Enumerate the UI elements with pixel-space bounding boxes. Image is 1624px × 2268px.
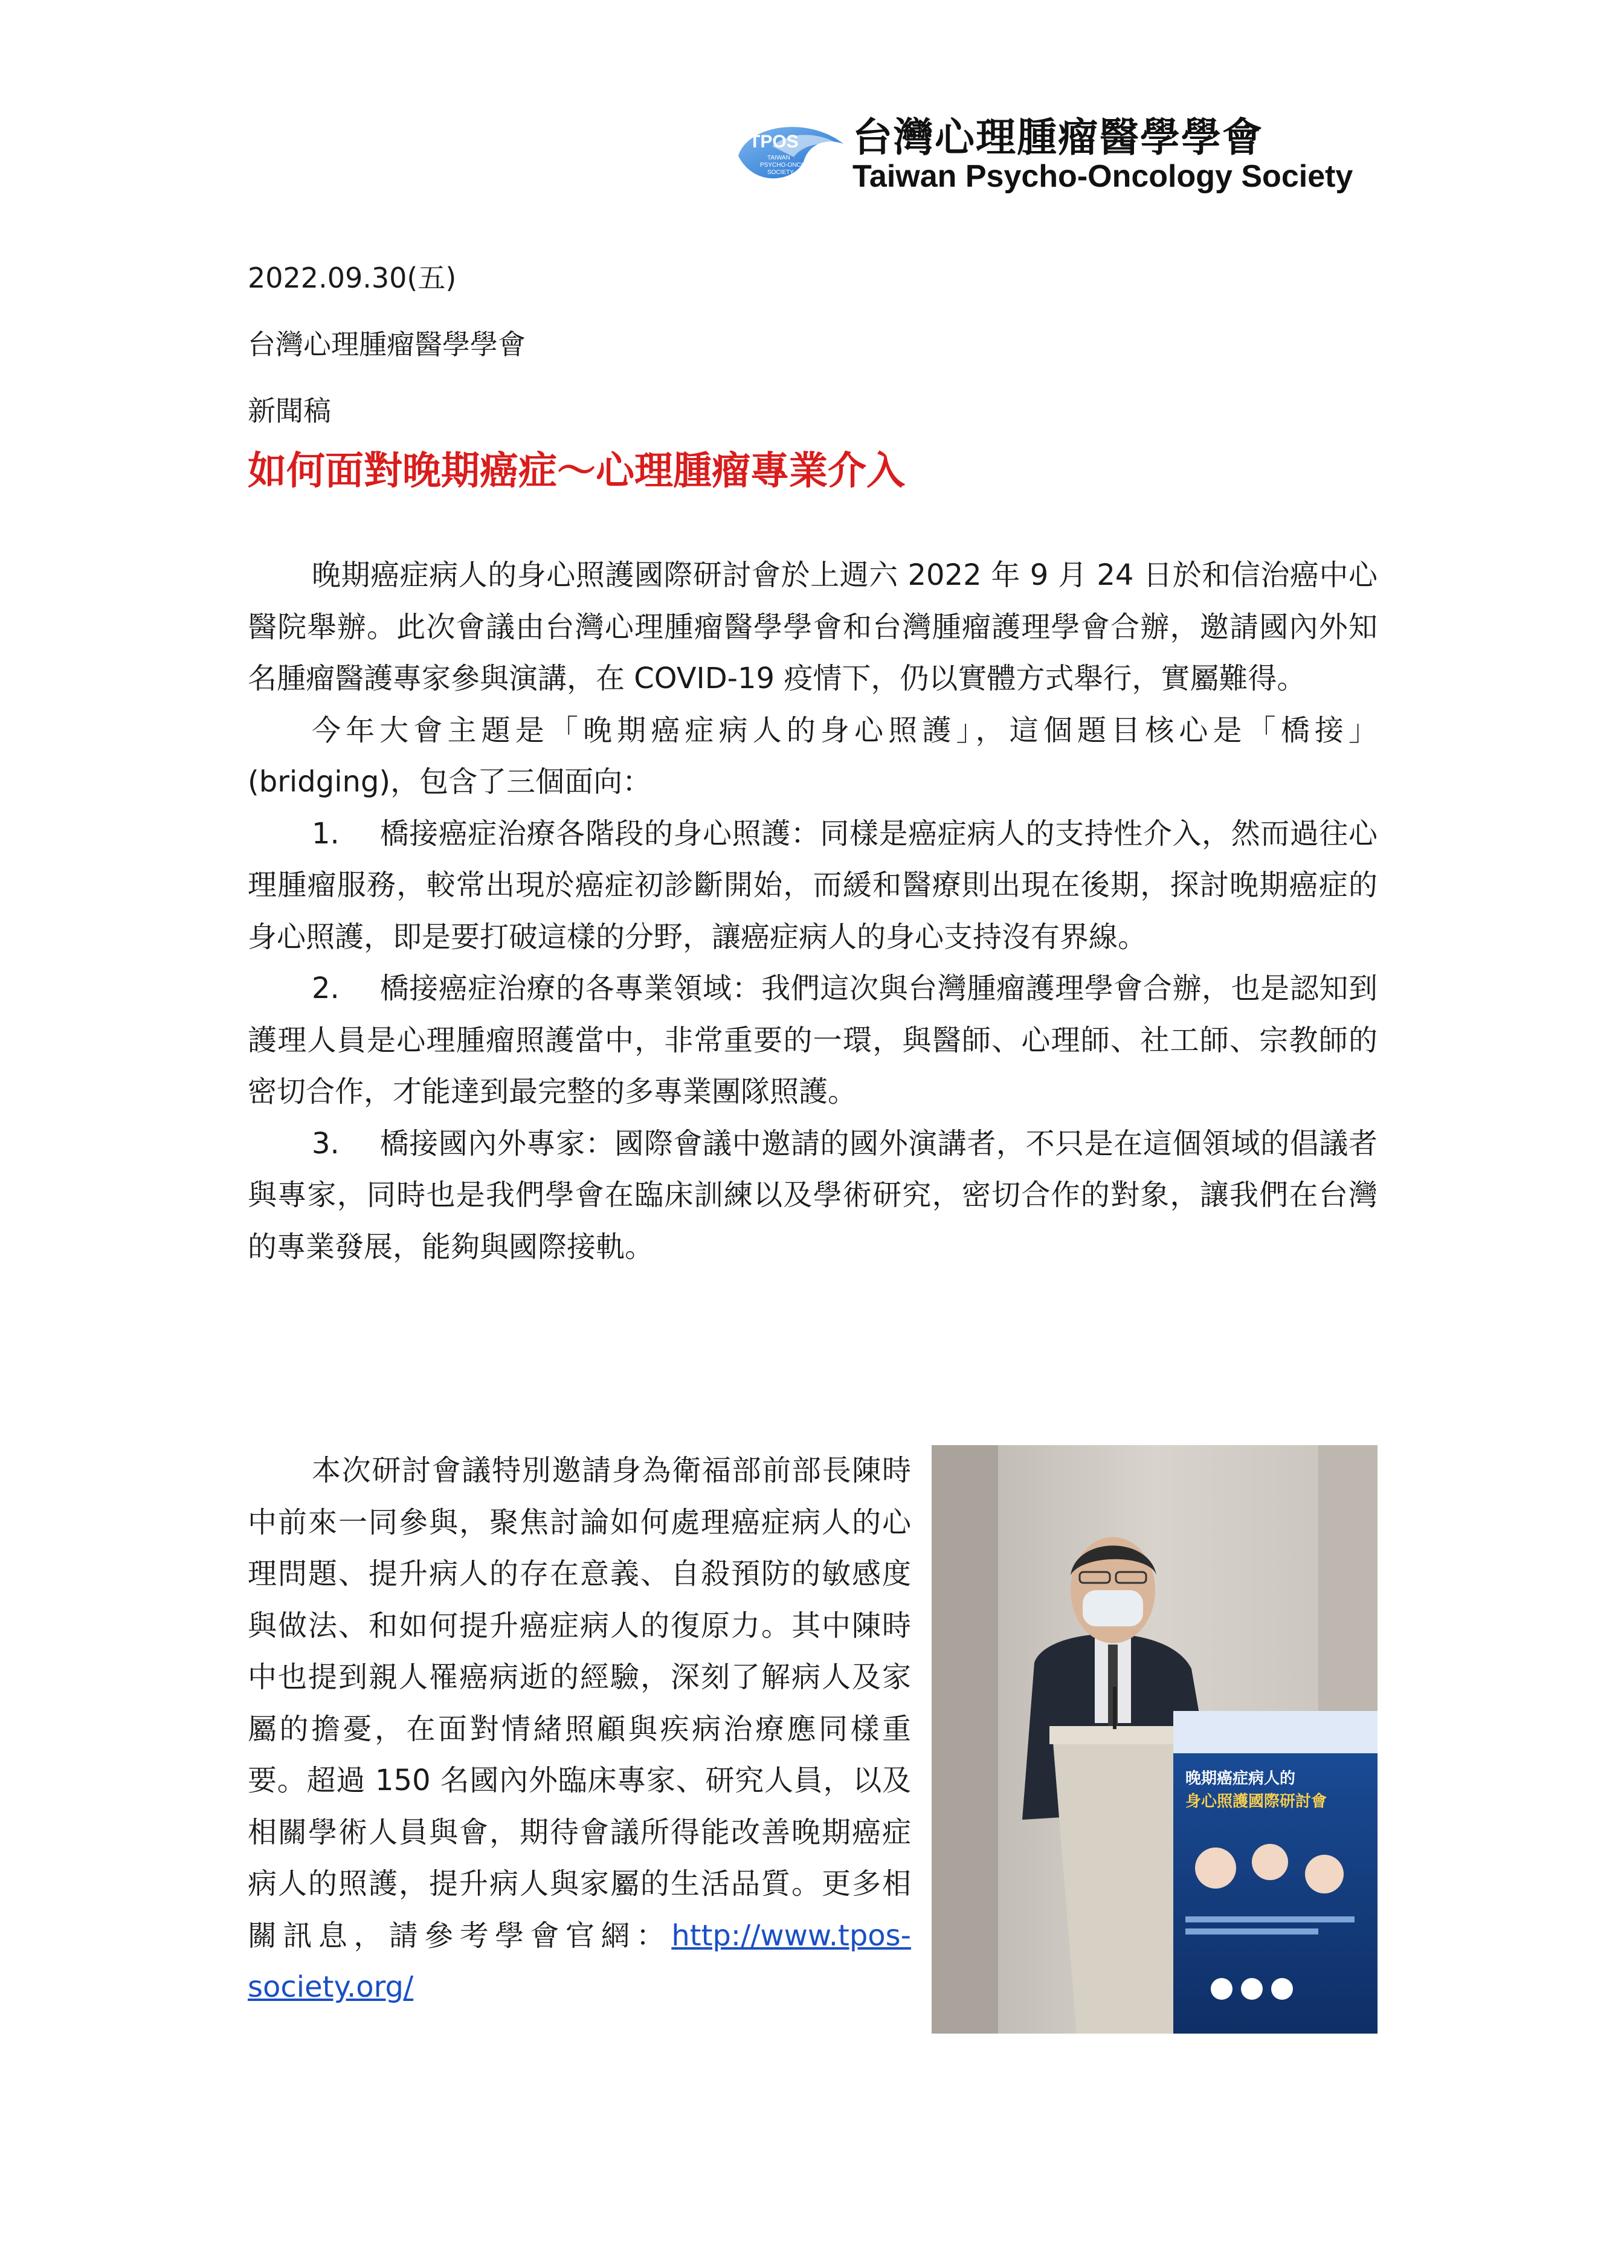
list-number: 1. <box>312 816 340 851</box>
logo-small-text-3: SOCIETY <box>767 169 794 176</box>
list-text: 橋接國內外專家：國際會議中邀請的國外演講者，不只是在這個領域的倡議者與專家，同時也是我們學會在臨床訓練以及學術研究，密切合作的對象，讓我們在台灣的專業發展，能夠與國際接軌。 <box>248 1126 1378 1264</box>
article-body <box>248 550 1378 1273</box>
article-closing <box>248 1445 911 2014</box>
org-logo <box>736 115 1364 199</box>
release-organization: 台灣心理腫瘤醫學學會 <box>248 328 526 361</box>
org-name-en: Taiwan Psycho-Oncology Society <box>852 159 1353 194</box>
list-text: 橋接癌症治療各階段的身心照護：同樣是癌症病人的支持性介入，然而過往心理腫瘤服務，較常出現於癌症初診斷開始，而緩和醫療則出現在後期，探討晚期癌症的身心照護，即是要打破這樣的分野，讓癌症病人的身心支持沒有界線。 <box>248 816 1378 954</box>
paragraph-3-text: 本次研討會議特別邀請身為衛福部前部長陳時中前來一同參與，聚焦討論如何處理癌症病人的心理問題、提升病人的存在意義、自殺預防的敏感度與做法、和如何提升癌症病人的復原力。其中陳時中也提到親人罹癌病逝的經驗，深刻了解病人及家屬的擔憂，在面對情緒照顧與疾病治療應同樣重要。超過 150 名國內外臨床專家、研究人員，以及相關學術人員與會，期待會議所得能改善晚期癌症病人的照護，提升病人與家屬的生活品質。更多相關訊息，請參考學會官網： <box>248 1454 911 1953</box>
release-date: 2022.09.30(五) <box>248 262 457 294</box>
release-doc-type: 新聞稿 <box>248 395 331 427</box>
org-name-zh: 台灣心理腫瘤醫學學會 <box>852 114 1263 161</box>
article-title: 如何面對晚期癌症～心理腫瘤專業介入 <box>248 449 905 494</box>
logo-small-text-2: PSYCHO-ONCOLOGY <box>760 162 823 169</box>
tpos-logo-icon <box>736 120 846 187</box>
list-number: 2. <box>312 971 340 1005</box>
paragraph-3 <box>248 1445 911 2014</box>
list-item <box>248 963 1378 1118</box>
banner-subtitle: 身心照護國際研討會 <box>1185 1793 1327 1811</box>
society-website-link[interactable]: http://www.tpos-society.org/ <box>248 1918 911 2004</box>
list-item <box>248 808 1378 964</box>
logo-abbr: TPOS <box>749 132 799 152</box>
list-number: 3. <box>312 1126 340 1161</box>
event-photo <box>932 1445 1378 2034</box>
banner-title: 晚期癌症病人的 <box>1185 1770 1296 1788</box>
list-item <box>248 1118 1378 1274</box>
speaker-photo-illustration <box>932 1445 1378 2034</box>
list-text: 橋接癌症治療的各專業領域：我們這次與台灣腫瘤護理學會合辦，也是認知到護理人員是心理腫瘤照護當中，非常重要的一環，與醫師、心理師、社工師、宗教師的密切合作，才能達到最完整的多專業團隊照護。 <box>248 971 1378 1109</box>
logo-small-text-1: TAIWAN <box>767 155 790 161</box>
release-meta <box>248 245 526 444</box>
paragraph-2: 今年大會主題是「晚期癌症病人的身心照護」，這個題目核心是「橋接」(bridging)，包含了三個面向： <box>248 713 1378 799</box>
paragraph-1: 晚期癌症病人的身心照護國際研討會於上週六 2022 年 9 月 24 日於和信治癌中心醫院舉辦。此次會議由台灣心理腫瘤醫學學會和台灣腫瘤護理學會合辦，邀請國內外知名腫瘤醫護專家參與演講，在 COVID-19 疫情下，仍以實體方式舉行，實屬難得。 <box>248 558 1378 695</box>
